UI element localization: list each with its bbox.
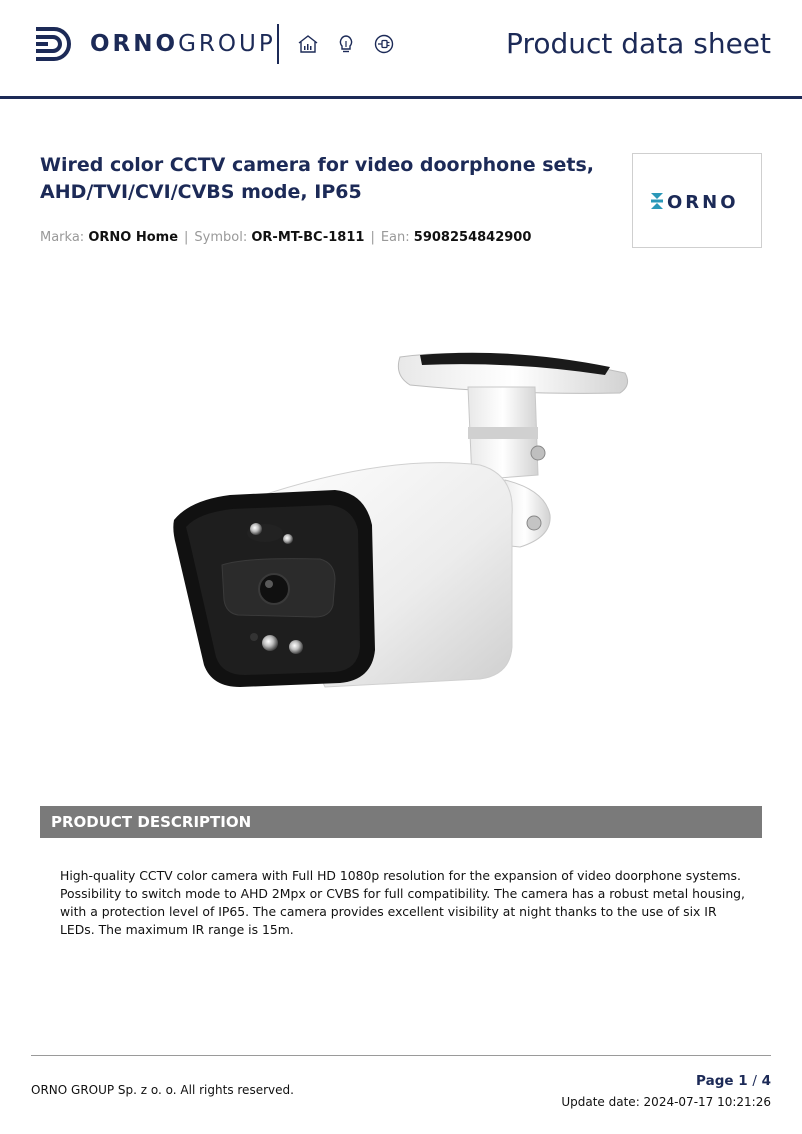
header-divider — [277, 24, 279, 64]
meta-separator: | — [370, 230, 375, 245]
page-number — [696, 1072, 771, 1090]
brand-logo-text: ORNO — [667, 192, 739, 210]
page-current: 1 — [738, 1073, 748, 1089]
header-rule — [0, 96, 802, 99]
lightbulb-icon — [335, 33, 357, 55]
product-meta — [40, 229, 531, 247]
product-title: Wired color CCTV camera for video doorphone sets, AHD/TVI/CVI/CVBS mode, IP65 — [40, 154, 594, 203]
brand-label: Marka: — [40, 230, 85, 245]
ean-value: 5908254842900 — [413, 230, 532, 245]
symbol-label: Symbol: — [194, 230, 248, 245]
product-description: High-quality CCTV color camera with Full HD 1080p resolution for the expansion of video doorphone systems. Possibility to switch mode to AHD 2Mpx or CVBS for full compatibility. The camera has a robust metal housing, with a protection level of IP65. The camera provides excellent visibility at night thanks to the use of six IR LEDs. The maximum IR range is 15m. — [60, 868, 745, 937]
brand-logo-box — [632, 153, 762, 248]
orno-brand-logo — [651, 192, 743, 210]
product-image — [150, 275, 650, 775]
section-heading: PRODUCT DESCRIPTION — [51, 813, 252, 831]
page-separator: / — [752, 1073, 757, 1089]
meta-separator: | — [184, 230, 189, 245]
page-total: 4 — [761, 1073, 771, 1089]
update-date: Update date: 2024-07-17 10:21:26 — [561, 1095, 771, 1109]
orno-group-logo-icon — [34, 24, 76, 64]
copyright-text: ORNO GROUP Sp. z o. o. All rights reserved. — [31, 1083, 294, 1097]
symbol-value: OR-MT-BC-1811 — [251, 230, 365, 245]
footer-rule — [31, 1055, 771, 1056]
page-title: Product data sheet — [506, 27, 771, 60]
page-header — [0, 0, 802, 100]
ean-label: Ean: — [380, 230, 410, 245]
plug-icon — [373, 33, 395, 55]
brand-wordmark-bold: ORNO — [90, 31, 179, 57]
brand-wordmark-light: GROUP — [178, 31, 276, 57]
page-label: Page — [696, 1073, 734, 1089]
brand-value: ORNO Home — [88, 230, 179, 245]
brand-wordmark — [90, 30, 276, 58]
section-heading-bar — [40, 806, 762, 838]
smart-home-icon — [297, 33, 319, 55]
